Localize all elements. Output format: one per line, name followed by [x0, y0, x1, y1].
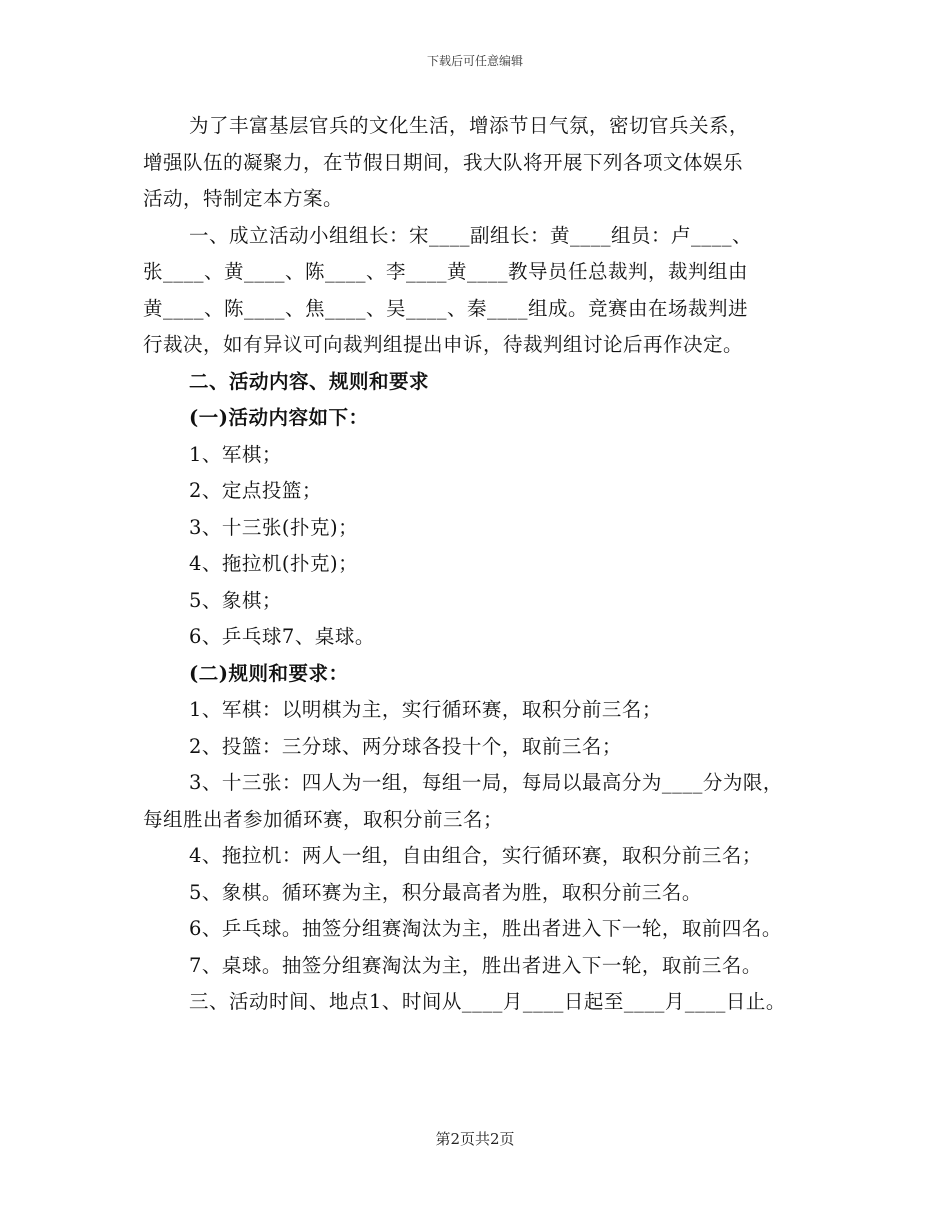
- page-header: 下载后可任意编辑: [426, 54, 523, 68]
- rule-item: 2、投篮：三分球、两分球各投十个，取前三名；: [189, 734, 622, 758]
- paragraph-line: 活动，特制定本方案。: [143, 187, 344, 210]
- rule-item: 7、桌球。抽签分组赛淘汰为主，胜出者进入下一轮，取前三名。: [189, 953, 762, 977]
- paragraph-line: 增强队伍的凝聚力，在节假日期间，我大队将开展下列各项文体娱乐: [143, 150, 744, 174]
- subsection-1-heading: (一)活动内容如下：: [189, 406, 369, 429]
- rule-item: 4、拖拉机：两人一组，自由组合，实行循环赛，取积分前三名；: [189, 844, 762, 867]
- rule-item: 5、象棋。循环赛为主，积分最高者为胜，取积分前三名。: [189, 880, 702, 904]
- list-item: 3、十三张(扑克)；: [189, 515, 359, 539]
- section-2-heading: 二、活动内容、规则和要求: [189, 369, 430, 393]
- section-3-line: 三、活动时间、地点1、时间从____月____日起至____月____日止。: [189, 990, 786, 1013]
- rule-item: 3、十三张：四人为一组，每组一局，每局以最高分为____分为限，: [189, 771, 783, 794]
- list-item: 5、象棋；: [189, 588, 282, 612]
- paragraph-line: 行裁决，如有异议可向裁判组提出申诉，待裁判组讨论后再作决定。: [143, 333, 744, 356]
- list-item: 6、乒乓球7、桌球。: [189, 625, 375, 648]
- paragraph-line: 为了丰富基层官兵的文化生活，增添节日气氛，密切官兵关系，: [189, 114, 750, 137]
- list-item: 4、拖拉机(扑克)；: [189, 552, 359, 575]
- list-item: 2、定点投篮；: [189, 479, 322, 502]
- list-item: 1、军棋；: [189, 442, 282, 466]
- paragraph-line: 黄____、陈____、焦____、吴____、秦____组成。竞赛由在场裁判进: [143, 296, 749, 320]
- rule-item: 1、军棋：以明棋为主，实行循环赛，取积分前三名；: [189, 698, 662, 721]
- paragraph-line: 张____、黄____、陈____、李____黄____教导员任总裁判，裁判组由: [143, 260, 749, 283]
- rule-item-continuation: 每组胜出者参加循环赛，取积分前三名；: [143, 807, 504, 831]
- page-footer: 第2页共2页: [435, 1130, 515, 1148]
- subsection-2-heading: (二)规则和要求：: [189, 661, 349, 685]
- section-1-line: 一、成立活动小组组长：宋____副组长：黄____组员：卢____、: [189, 223, 753, 247]
- document-body: [143, 108, 823, 1021]
- rule-item: 6、乒乓球。抽签分组赛淘汰为主，胜出者进入下一轮，取前四名。: [189, 917, 782, 940]
